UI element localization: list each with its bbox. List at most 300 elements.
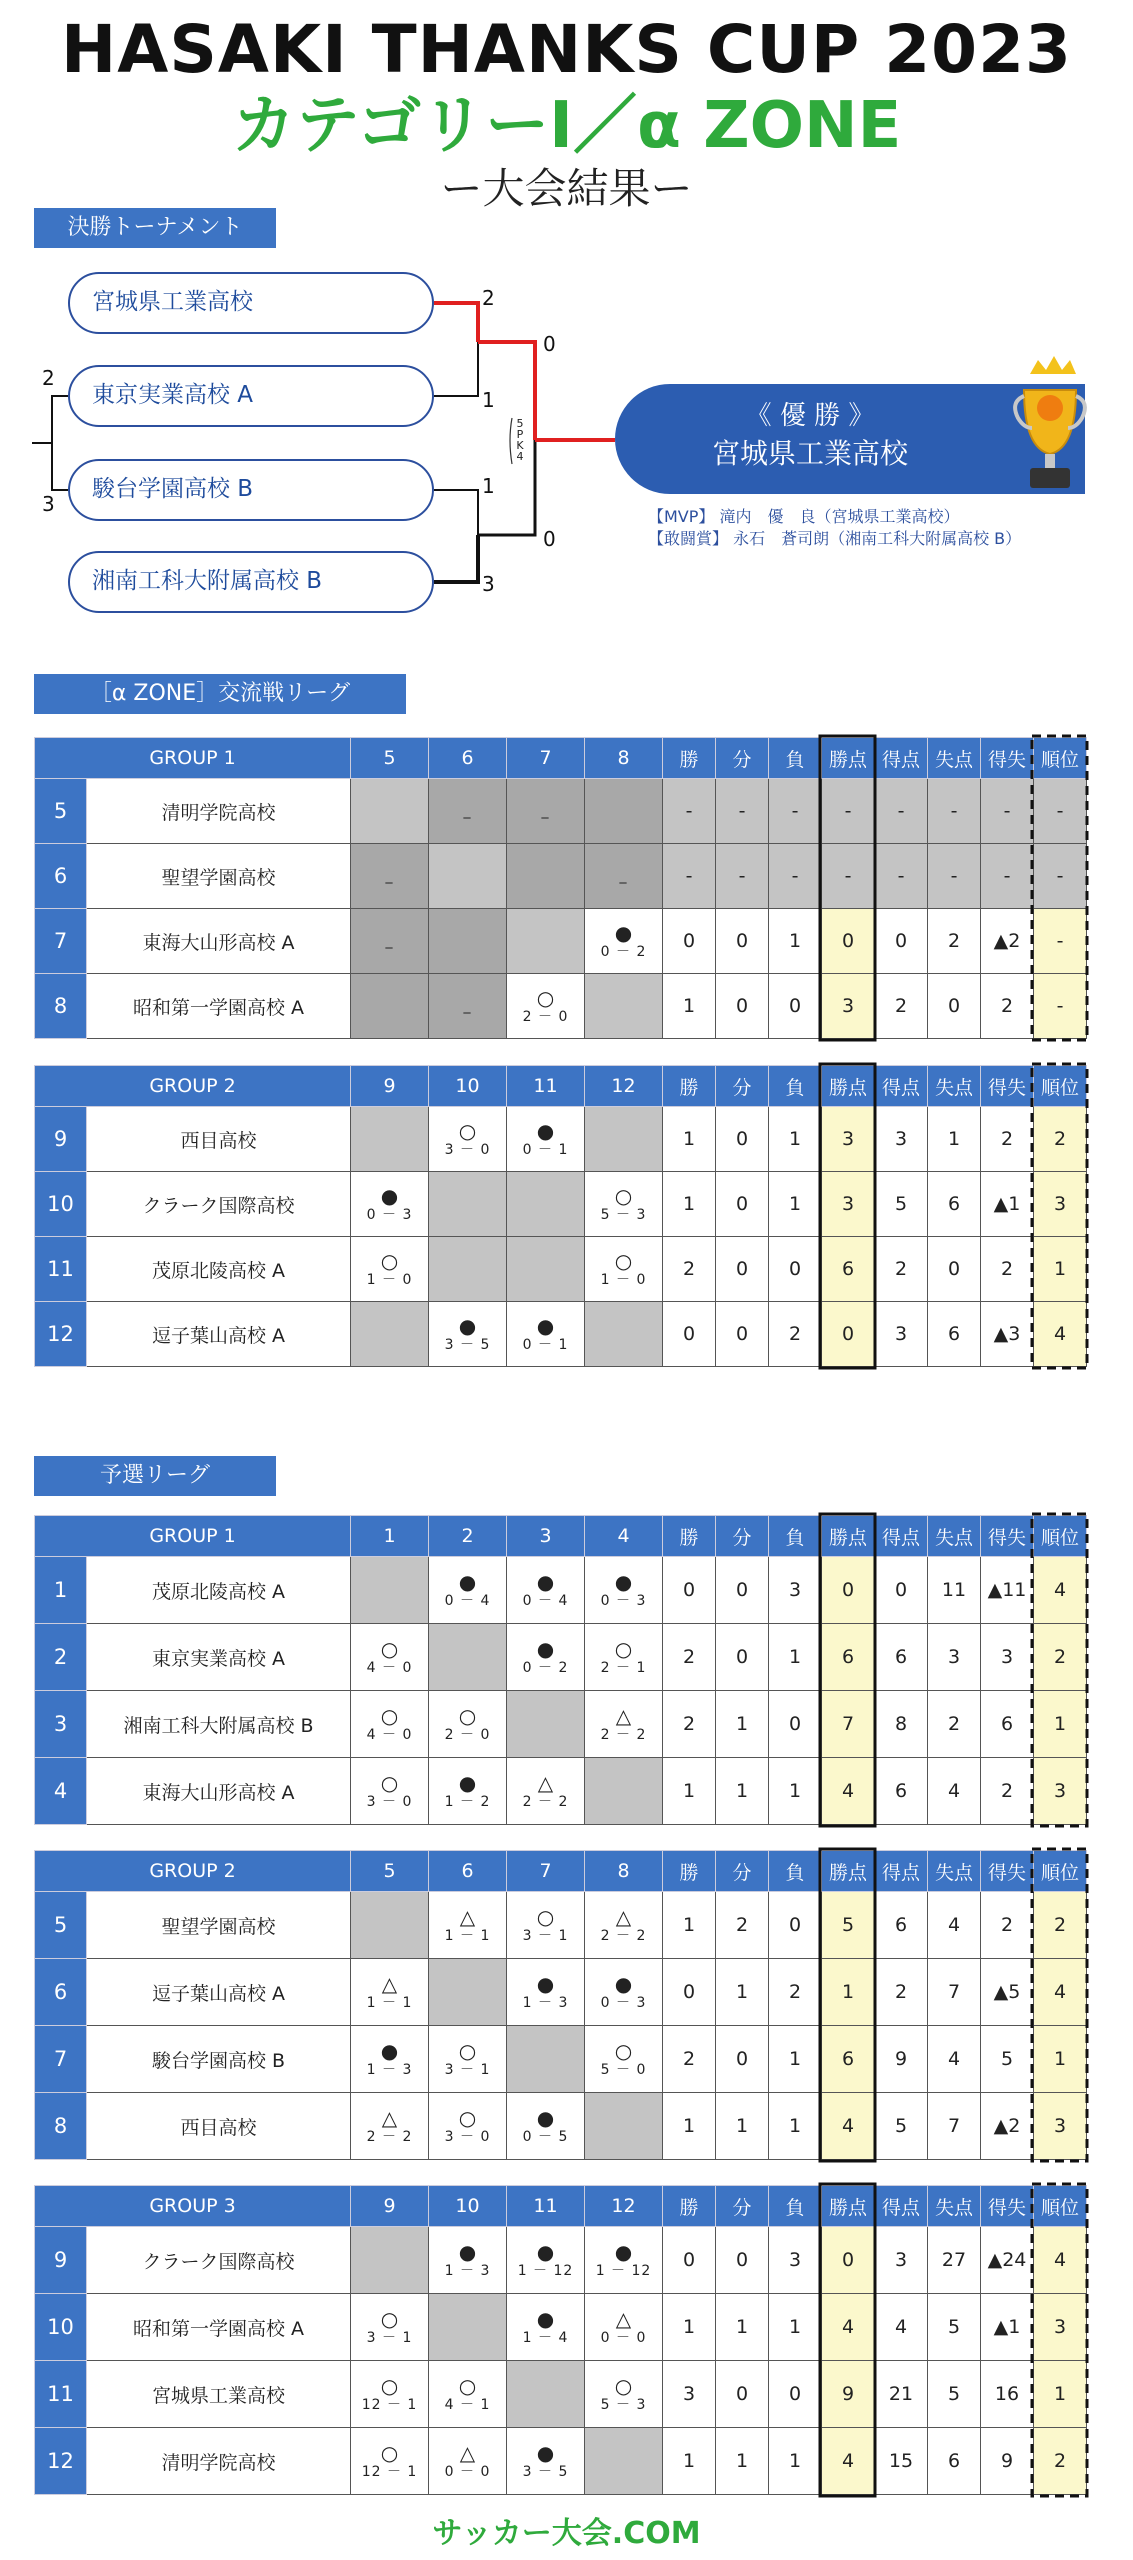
stat-col-header: 勝点 xyxy=(822,1066,875,1107)
result-score: 1 － 2 xyxy=(444,1794,491,1810)
stat-cell: 0 xyxy=(663,1302,716,1367)
stat-cell: - xyxy=(981,844,1034,909)
match-result-cell xyxy=(585,2428,663,2495)
stat-cell: 2 xyxy=(663,1237,716,1302)
result-score: 0 － 3 xyxy=(600,1995,647,2011)
result-score: 0 － 1 xyxy=(522,1142,569,1158)
result-score: 4 － 0 xyxy=(366,1660,413,1676)
stat-cell: 2 xyxy=(663,1691,716,1758)
stat-cell: 7 xyxy=(822,1691,875,1758)
stat-col-header: 勝点 xyxy=(822,1851,875,1892)
result-mark: ○ xyxy=(380,1637,399,1661)
no-match-mark: _ xyxy=(619,868,628,884)
result-score: 2 － 2 xyxy=(600,1928,647,1944)
result-mark: ○ xyxy=(536,1905,555,1929)
opponent-col-header: 7 xyxy=(507,1851,585,1892)
stat-cell: 1 xyxy=(716,1691,769,1758)
stat-cell: 0 xyxy=(716,1557,769,1624)
stat-cell: 1 xyxy=(769,909,822,974)
stat-col-header: 得失 xyxy=(981,2186,1034,2227)
result-mark: ○ xyxy=(614,1184,633,1208)
result-mark: ● xyxy=(536,1637,555,1661)
stat-cell: ▲3 xyxy=(981,1302,1034,1367)
result-mark: ○ xyxy=(380,1704,399,1728)
opponent-col-header: 11 xyxy=(507,1066,585,1107)
team-name: 東海大山形高校 A xyxy=(87,1758,351,1825)
match-result-cell xyxy=(585,1758,663,1825)
stat-cell: 2 xyxy=(875,1237,928,1302)
stat-cell: 1 xyxy=(769,1624,822,1691)
stat-col-header: 分 xyxy=(716,2186,769,2227)
stat-cell: - xyxy=(928,844,981,909)
result-score: 0 － 3 xyxy=(366,1207,413,1223)
match-result-cell xyxy=(507,779,585,844)
table-row xyxy=(35,2093,1087,2160)
stat-col-header: 分 xyxy=(716,1066,769,1107)
stat-cell: 4 xyxy=(1034,1557,1087,1624)
stat-col-header: 負 xyxy=(769,738,822,779)
stat-cell: 2 xyxy=(928,1691,981,1758)
stat-col-header: 負 xyxy=(769,1516,822,1557)
result-mark: △ xyxy=(615,1704,632,1728)
result-mark: ● xyxy=(536,2307,555,2331)
no-match-mark: _ xyxy=(541,803,550,819)
match-result-cell xyxy=(429,1758,507,1825)
stat-cell: 0 xyxy=(769,2361,822,2428)
match-result-cell xyxy=(585,1107,663,1172)
team-number: 12 xyxy=(35,2428,87,2495)
stat-col-header: 失点 xyxy=(928,1516,981,1557)
stat-cell: - xyxy=(928,779,981,844)
result-score: 1 － 12 xyxy=(517,2263,574,2279)
bracket-team-3: 駿台学園高校 B xyxy=(68,459,434,521)
match-result-cell xyxy=(351,1557,429,1624)
stat-cell: 2 xyxy=(1034,1892,1087,1959)
stat-cell: 1 xyxy=(716,2093,769,2160)
mvp-award: 【MVP】 滝内 優 良（宮城県工業高校） xyxy=(648,507,960,526)
stat-cell: 3 xyxy=(1034,2294,1087,2361)
stat-cell: 5 xyxy=(875,1172,928,1237)
result-score: 1 － 3 xyxy=(444,2263,491,2279)
stat-cell: 2 xyxy=(928,909,981,974)
match-result-cell xyxy=(507,1959,585,2026)
team-number: 10 xyxy=(35,2294,87,2361)
stat-col-header: 失点 xyxy=(928,1066,981,1107)
table-row xyxy=(35,2428,1087,2495)
footer-brand: サッカー大会.COM xyxy=(432,2516,701,2551)
result-score: 0 － 2 xyxy=(522,1660,569,1676)
team-number: 11 xyxy=(35,2361,87,2428)
group-name: GROUP 2 xyxy=(35,1066,351,1107)
match-result-cell xyxy=(429,1302,507,1367)
stat-cell: 4 xyxy=(822,2428,875,2495)
stat-cell: 0 xyxy=(716,1624,769,1691)
result-score: 0 － 4 xyxy=(522,1593,569,1609)
bracket-team-1: 宮城県工業高校 xyxy=(68,272,434,334)
result-mark: ● xyxy=(458,1570,477,1594)
stat-cell: 6 xyxy=(875,1758,928,1825)
match-result-cell xyxy=(507,2294,585,2361)
result-score: 1 － 0 xyxy=(600,1272,647,1288)
match-result-cell xyxy=(429,1172,507,1237)
stat-col-header: 勝 xyxy=(663,1516,716,1557)
stat-cell: 1 xyxy=(928,1107,981,1172)
stat-cell: 0 xyxy=(663,2227,716,2294)
stat-cell: 5 xyxy=(822,1892,875,1959)
match-result-cell xyxy=(429,2093,507,2160)
winner-team: 宮城県工業高校 xyxy=(711,437,908,470)
score-final-bottom: 0 xyxy=(543,527,556,551)
match-result-cell xyxy=(351,2361,429,2428)
result-mark: △ xyxy=(381,2106,398,2130)
result-mark: ● xyxy=(536,1972,555,1996)
table-row xyxy=(35,1959,1087,2026)
stat-cell: 2 xyxy=(875,974,928,1039)
event-title: HASAKI THANKS CUP 2023 xyxy=(61,11,1072,88)
match-result-cell xyxy=(351,1758,429,1825)
stat-cell: 1 xyxy=(663,1107,716,1172)
match-result-cell xyxy=(507,909,585,974)
table-row xyxy=(35,844,1087,909)
stat-cell: 1 xyxy=(822,1959,875,2026)
stat-cell: 3 xyxy=(875,1302,928,1367)
opponent-col-header: 1 xyxy=(351,1516,429,1557)
stat-cell: 3 xyxy=(769,2227,822,2294)
stat-col-header: 順位 xyxy=(1034,1851,1087,1892)
stat-cell: 2 xyxy=(981,1758,1034,1825)
team-name: 西目高校 xyxy=(87,1107,351,1172)
result-mark: ● xyxy=(614,1972,633,1996)
table-row xyxy=(35,2361,1087,2428)
opponent-col-header: 7 xyxy=(507,738,585,779)
match-result-cell xyxy=(351,1107,429,1172)
table-row xyxy=(35,909,1087,974)
team-name: 湘南工科大附属高校 B xyxy=(87,1691,351,1758)
stat-cell: ▲11 xyxy=(981,1557,1034,1624)
prelim-section-label: 予選リーグ xyxy=(34,1456,276,1496)
score-final-top: 0 xyxy=(543,332,556,356)
stat-cell: 1 xyxy=(769,1107,822,1172)
result-mark: ○ xyxy=(614,1637,633,1661)
stat-col-header: 分 xyxy=(716,1851,769,1892)
result-score: 3 － 5 xyxy=(522,2464,569,2480)
stat-col-header: 勝 xyxy=(663,738,716,779)
stat-cell: 5 xyxy=(875,2093,928,2160)
stat-cell: 4 xyxy=(1034,1302,1087,1367)
result-score: 0 － 5 xyxy=(522,2129,569,2145)
stat-cell: 1 xyxy=(716,1758,769,1825)
result-score: 1 － 0 xyxy=(366,1272,413,1288)
no-match-mark: _ xyxy=(463,998,472,1014)
stat-cell: - xyxy=(769,779,822,844)
stat-cell: 6 xyxy=(875,1624,928,1691)
stat-cell: ▲5 xyxy=(981,1959,1034,2026)
result-score: 1 － 3 xyxy=(366,2062,413,2078)
result-mark: ● xyxy=(536,1314,555,1338)
result-score: 3 － 0 xyxy=(444,1142,491,1158)
team-number: 5 xyxy=(35,1892,87,1959)
stat-col-header: 勝点 xyxy=(822,2186,875,2227)
alpha-section-label: ［α ZONE］交流戦リーグ xyxy=(34,674,406,714)
result-score: 3 － 1 xyxy=(366,2330,413,2346)
stat-cell: 1 xyxy=(716,2294,769,2361)
stat-cell: 1 xyxy=(1034,2361,1087,2428)
team-name: 宮城県工業高校 xyxy=(87,2361,351,2428)
team-name: 東海大山形高校 A xyxy=(87,909,351,974)
stat-cell: 9 xyxy=(875,2026,928,2093)
team-number: 1 xyxy=(35,1557,87,1624)
stat-cell: 0 xyxy=(769,1892,822,1959)
stat-cell: 1 xyxy=(769,1172,822,1237)
result-mark: ● xyxy=(536,1119,555,1143)
match-result-cell xyxy=(351,2294,429,2361)
table-row xyxy=(35,1624,1087,1691)
stat-cell: 2 xyxy=(1034,1624,1087,1691)
stat-col-header: 順位 xyxy=(1034,738,1087,779)
stat-cell: ▲24 xyxy=(981,2227,1034,2294)
stat-cell: 0 xyxy=(875,909,928,974)
stat-col-header: 順位 xyxy=(1034,1066,1087,1107)
stat-cell: - xyxy=(875,844,928,909)
score-team-3: 1 xyxy=(482,474,495,498)
pk-score: 5PK4 xyxy=(516,417,524,463)
result-mark: ● xyxy=(458,2240,477,2264)
trophy-icon xyxy=(1010,356,1090,496)
result-score: 1 － 3 xyxy=(522,1995,569,2011)
team-name: 東京実業高校 A xyxy=(87,1624,351,1691)
match-result-cell xyxy=(507,1302,585,1367)
table-row xyxy=(35,1172,1087,1237)
stat-cell: 16 xyxy=(981,2361,1034,2428)
result-mark: ○ xyxy=(614,1249,633,1273)
stat-cell: 1 xyxy=(1034,1237,1087,1302)
stat-col-header: 得点 xyxy=(875,738,928,779)
result-mark: ● xyxy=(536,2240,555,2264)
opponent-col-header: 9 xyxy=(351,2186,429,2227)
stat-cell: - xyxy=(1034,779,1087,844)
stat-cell: 3 xyxy=(822,974,875,1039)
result-score: 1 － 1 xyxy=(366,1995,413,2011)
stat-cell: 5 xyxy=(981,2026,1034,2093)
result-score: 0 － 1 xyxy=(522,1337,569,1353)
match-result-cell xyxy=(585,1691,663,1758)
table-row xyxy=(35,1557,1087,1624)
stat-col-header: 失点 xyxy=(928,738,981,779)
match-result-cell xyxy=(507,1624,585,1691)
stat-cell: 2 xyxy=(981,974,1034,1039)
stat-col-header: 勝 xyxy=(663,1066,716,1107)
result-score: 1 － 4 xyxy=(522,2330,569,2346)
result-score: 0 － 0 xyxy=(444,2464,491,2480)
result-score: 1 － 1 xyxy=(444,1928,491,1944)
result-score: 2 － 1 xyxy=(600,1660,647,1676)
stat-cell: 1 xyxy=(663,1892,716,1959)
match-result-cell xyxy=(351,974,429,1039)
match-result-cell xyxy=(585,1237,663,1302)
match-result-cell xyxy=(429,779,507,844)
opponent-col-header: 5 xyxy=(351,738,429,779)
result-score: 3 － 0 xyxy=(366,1794,413,1810)
result-mark: ○ xyxy=(380,1771,399,1795)
match-result-cell xyxy=(429,1691,507,1758)
team-number: 6 xyxy=(35,844,87,909)
stat-cell: 2 xyxy=(981,1237,1034,1302)
stat-cell: 6 xyxy=(822,1237,875,1302)
stat-cell: 1 xyxy=(1034,1691,1087,1758)
stat-cell: 0 xyxy=(716,2361,769,2428)
result-mark: ○ xyxy=(614,2374,633,2398)
stat-cell: - xyxy=(1034,909,1087,974)
match-result-cell xyxy=(351,909,429,974)
match-result-cell xyxy=(507,1107,585,1172)
score-team-2: 1 xyxy=(482,388,495,412)
stat-cell: 2 xyxy=(1034,2428,1087,2495)
stat-cell: 0 xyxy=(822,909,875,974)
group-name: GROUP 1 xyxy=(35,1516,351,1557)
stat-cell: 0 xyxy=(769,1237,822,1302)
stat-col-header: 得点 xyxy=(875,1516,928,1557)
match-result-cell xyxy=(507,1892,585,1959)
team-number: 4 xyxy=(35,1758,87,1825)
opponent-col-header: 10 xyxy=(429,1066,507,1107)
stat-cell: - xyxy=(716,844,769,909)
result-mark: ○ xyxy=(458,1119,477,1143)
no-match-mark: _ xyxy=(463,803,472,819)
team-number: 6 xyxy=(35,1959,87,2026)
stat-cell: - xyxy=(875,779,928,844)
result-mark: ● xyxy=(536,2106,555,2130)
match-result-cell xyxy=(585,1959,663,2026)
result-score: 2 － 2 xyxy=(600,1727,647,1743)
result-score: 5 － 0 xyxy=(600,2062,647,2078)
stat-cell: 9 xyxy=(822,2361,875,2428)
stat-cell: 6 xyxy=(875,1892,928,1959)
result-mark: ○ xyxy=(614,2039,633,2063)
match-result-cell xyxy=(585,1172,663,1237)
result-mark: ● xyxy=(458,1771,477,1795)
stat-cell: 1 xyxy=(716,2428,769,2495)
stat-cell: 3 xyxy=(1034,1758,1087,1825)
match-result-cell xyxy=(429,2227,507,2294)
prelim-group-2-table xyxy=(34,1850,1087,2160)
result-mark: △ xyxy=(459,1905,476,1929)
team-name: 聖望学園高校 xyxy=(87,1892,351,1959)
stat-cell: 0 xyxy=(822,2227,875,2294)
result-score: 1 － 12 xyxy=(595,2263,652,2279)
team-name: 茂原北陵高校 A xyxy=(87,1237,351,1302)
result-mark: △ xyxy=(615,2307,632,2331)
stat-col-header: 失点 xyxy=(928,2186,981,2227)
no-match-mark: _ xyxy=(385,933,394,949)
stat-cell: 2 xyxy=(1034,1107,1087,1172)
result-mark: △ xyxy=(381,1972,398,1996)
stat-cell: - xyxy=(663,844,716,909)
match-result-cell xyxy=(429,2026,507,2093)
result-mark: ○ xyxy=(380,1249,399,1273)
stat-cell: 6 xyxy=(928,1172,981,1237)
match-result-cell xyxy=(351,2093,429,2160)
stat-cell: 9 xyxy=(981,2428,1034,2495)
match-result-cell xyxy=(429,2428,507,2495)
stat-cell: 1 xyxy=(663,2428,716,2495)
match-result-cell xyxy=(507,844,585,909)
stat-cell: 4 xyxy=(1034,1959,1087,2026)
team-number: 5 xyxy=(35,779,87,844)
opponent-col-header: 3 xyxy=(507,1516,585,1557)
match-result-cell xyxy=(429,1892,507,1959)
stat-cell: 4 xyxy=(928,2026,981,2093)
result-score: 0 － 4 xyxy=(444,1593,491,1609)
stat-cell: 3 xyxy=(822,1107,875,1172)
score-team-4: 3 xyxy=(482,572,495,596)
match-result-cell xyxy=(351,1302,429,1367)
table-row xyxy=(35,1237,1087,1302)
match-result-cell xyxy=(507,1172,585,1237)
stat-cell: 3 xyxy=(822,1172,875,1237)
stat-col-header: 勝 xyxy=(663,1851,716,1892)
result-score: 2 － 2 xyxy=(366,2129,413,2145)
opponent-col-header: 12 xyxy=(585,1066,663,1107)
team-name: 西目高校 xyxy=(87,2093,351,2160)
stat-cell: 1 xyxy=(663,974,716,1039)
stat-cell: 0 xyxy=(716,909,769,974)
match-result-cell xyxy=(507,2428,585,2495)
match-result-cell xyxy=(429,1107,507,1172)
match-result-cell xyxy=(585,974,663,1039)
match-result-cell xyxy=(507,1557,585,1624)
team-number: 9 xyxy=(35,2227,87,2294)
opponent-col-header: 5 xyxy=(351,1851,429,1892)
result-mark: ○ xyxy=(380,2307,399,2331)
stat-cell: ▲2 xyxy=(981,909,1034,974)
stat-col-header: 勝点 xyxy=(822,738,875,779)
match-result-cell xyxy=(429,2294,507,2361)
stat-cell: 5 xyxy=(928,2361,981,2428)
stat-cell: 1 xyxy=(663,1758,716,1825)
match-result-cell xyxy=(429,1959,507,2026)
stat-cell: 0 xyxy=(875,1557,928,1624)
stat-cell: 1 xyxy=(769,2294,822,2361)
stat-col-header: 負 xyxy=(769,1851,822,1892)
stat-col-header: 勝点 xyxy=(822,1516,875,1557)
team-name: 茂原北陵高校 A xyxy=(87,1557,351,1624)
stat-cell: 7 xyxy=(928,2093,981,2160)
result-score: 2 － 2 xyxy=(522,1794,569,1810)
table-row xyxy=(35,1691,1087,1758)
results-subtitle: ー大会結果ー xyxy=(440,164,693,213)
stat-cell: 1 xyxy=(663,2093,716,2160)
table-row xyxy=(35,2227,1087,2294)
stat-cell: 0 xyxy=(769,974,822,1039)
opponent-col-header: 9 xyxy=(351,1066,429,1107)
stat-cell: 0 xyxy=(716,1172,769,1237)
stat-col-header: 得点 xyxy=(875,2186,928,2227)
result-score: 0 － 2 xyxy=(600,944,647,960)
stat-cell: 0 xyxy=(822,1557,875,1624)
stat-cell: 3 xyxy=(1034,1172,1087,1237)
match-result-cell xyxy=(585,909,663,974)
table-row xyxy=(35,1892,1087,1959)
result-mark: ● xyxy=(380,1184,399,1208)
stat-col-header: 得点 xyxy=(875,1851,928,1892)
stat-cell: 0 xyxy=(716,1302,769,1367)
match-result-cell xyxy=(507,2026,585,2093)
team-name: 昭和第一学園高校 A xyxy=(87,974,351,1039)
opponent-col-header: 8 xyxy=(585,738,663,779)
match-result-cell xyxy=(351,2227,429,2294)
stat-cell: 1 xyxy=(1034,2026,1087,2093)
opponent-col-header: 12 xyxy=(585,2186,663,2227)
